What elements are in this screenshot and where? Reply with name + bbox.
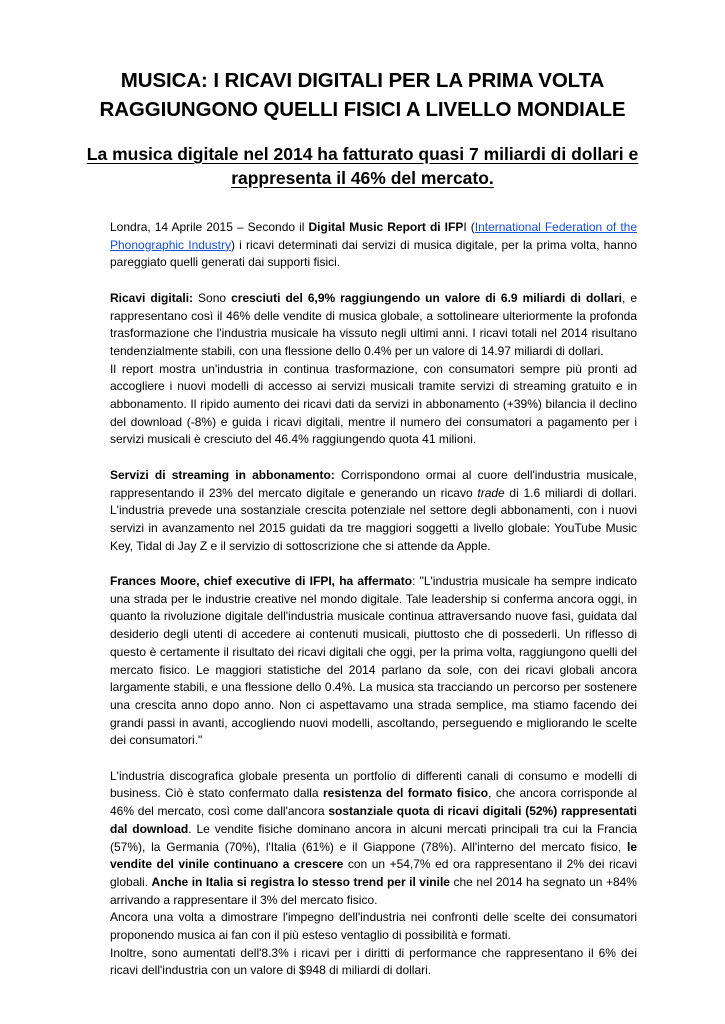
moore-paragraph	[110, 573, 637, 750]
paragraph-spacer	[110, 750, 637, 768]
moore-quote: : "L'industria musicale ha sempre indicato una strada per le industrie creative nel mondo digitale. Tale leadership si conferma ancora oggi, in quanto la rivoluzione digitale dell'industria musicale continua attraversando nuove fasi, guidata dal desiderio degli utenti di accedere ai contenuti musicali, piuttosto che di possederli. Un riflesso di questo è certamente il risultato dei ricavi digitali che oggi, per la prima volta, raggiungono quelli del mercato fisico. Le maggiori statistiche del 2014 parlano da sole, con dei ricavi globali ancora largamente stabili, e una flessione dello 0.4%. La musica sta tracciando un percorso per sostenere una crescita anno dopo anno. Non ci aspettavamo una strada semplice, ma stiamo facendo dei grandi passi in avanti, accogliendo nuovi modelli, ascoltando, perseguendo e migliorando le scelte dei consumatori."	[110, 574, 637, 748]
ricavi-highlight: cresciuti del 6,9% raggiungendo un valore di 6.9 miliardi di dollari	[231, 290, 622, 305]
industria-highlight-3: le vendite del vinile continuano a crescere	[110, 839, 637, 872]
ricavi-text-2: , e rappresentano così il 46% delle vendite di musica globale, a sottolineare ulteriormente la profonda trasformazione che l'industria musicale ha vissuto negli ultimi anni. I ricavi totali nel 2014 risultano tendenzialmente stabili, con una flessione dello 0.4% per un valore di 14.97 miliardi di dollari.	[110, 290, 638, 358]
streaming-label: Servizi di streaming in abbonamento:	[110, 467, 335, 482]
subtitle-line-1: La musica digitale nel 2014 ha fatturato quasi 7 miliardi di dollari e	[86, 144, 639, 164]
report-paragraph: Il report mostra un'industria in continua trasformazione, con consumatori sempre più pronti ad accogliere i nuovi modelli di accesso ai servizi musicali tramite servizi di streaming gratuito e in abbonamento. Il ripido aumento dei ricavi dati da servizi in abbonamento (+39%) bilancia il declino del download (-8%) e guida i ricavi digitali, mentre il numero dei consumatori a pagamento per i servizi musicali è cresciuto del 46.4% raggiungendo quota 41 milioni.	[110, 361, 637, 447]
intro-text-1: Londra, 14 Aprile 2015 – Secondo il	[110, 220, 309, 234]
streaming-text-1: Corrispondono ormai al cuore dell'industria musicale, rappresentando il 23% del mercato digitale e generando un ricavo	[110, 467, 638, 500]
ifpi-link[interactable]: International Federation of the Phonographic Industry	[110, 220, 638, 252]
intro-paragraph	[110, 219, 637, 272]
ricavi-paragraph	[110, 290, 637, 361]
industria-highlight-2: sostanziale quota di ricavi digitali (52%) rappresentati dal download	[110, 804, 637, 836]
industria-highlight-1: resistenza del formato fisico	[322, 786, 489, 801]
industria-text-3: . Le vendite fisiche dominano ancora in alcuni mercati principali tra cui la Francia (57%), la Germania (70%), l'Italia (61%) e il Giappone (78%). All'interno del mercato fisico,	[110, 821, 637, 854]
document-body	[110, 219, 637, 980]
ricavi-text-1: Sono	[193, 290, 232, 305]
industria-text-1: L'industria discografica globale presenta un portfolio di differenti canali di consumo e modelli di business. Ciò è stato confermato dalla	[110, 768, 637, 801]
streaming-italic-trade: trade	[477, 485, 505, 500]
subtitle-line-2: rappresenta il 46% del mercato.	[231, 168, 494, 188]
intro-text-2: I (	[463, 220, 475, 234]
intro-report-name: Digital Music Report di IFP	[308, 220, 464, 234]
paragraph-spacer	[110, 449, 637, 467]
ricavi-label: Ricavi digitali:	[110, 290, 194, 305]
document-title	[70, 66, 655, 124]
title-line-1: MUSICA: I RICAVI DIGITALI PER LA PRIMA VOLTA	[120, 69, 605, 92]
industria-paragraph	[110, 768, 637, 910]
intro-text-3: ) i ricavi determinati dai servizi di musica digitale, per la prima volta, hanno pareggiato quelli generati dai supporti fisici.	[110, 237, 638, 270]
industria-highlight-4: Anche in Italia si registra lo stesso trend per il vinile	[151, 874, 450, 889]
paragraph-spacer	[110, 555, 637, 573]
streaming-paragraph	[110, 467, 637, 556]
streaming-text-2: di 1.6 miliardi di dollari. L'industria prevede una sostanziale crescita potenziale nel settore degli abbonamenti, con i nuovi servizi in avanzamento nel 2015 guidati da tre maggiori soggetti a livello globale: YouTube Music Key, Tidal di Jay Z e il servizio di sottoscrizione che si attende da Apple.	[110, 485, 637, 553]
industria-text-2: , che ancora corrisponde al 46% del mercato, così come dall'ancora	[110, 786, 638, 819]
industria-text-5: che nel 2014 ha segnato un +84% arrivando a rappresentare il 3% del mercato fisico.	[110, 874, 637, 907]
moore-label: Frances Moore, chief executive di IFPI, ha affermato	[110, 574, 413, 589]
document-subtitle	[70, 142, 655, 190]
industria-text-4: con un +54,7% ed ora rappresentano il 2% dei ricavi globali.	[110, 857, 637, 889]
inoltre-paragraph: Inoltre, sono aumentati dell'8.3% i ricavi per i diritti di performance che rappresentano il 6% dei ricavi dell'industria con un valore di $948 di miliardi di dollari.	[110, 945, 637, 978]
impegno-paragraph: Ancora una volta a dimostrare l'impegno dell'industria nei confronti delle scelte dei consumatori proponendo musica ai fan con il più esteso ventaglio di possibilità e formati.	[110, 910, 637, 943]
title-line-2: RAGGIUNGONO QUELLI FISICI A LIVELLO MONDIALE	[99, 98, 626, 121]
paragraph-spacer	[110, 272, 637, 290]
